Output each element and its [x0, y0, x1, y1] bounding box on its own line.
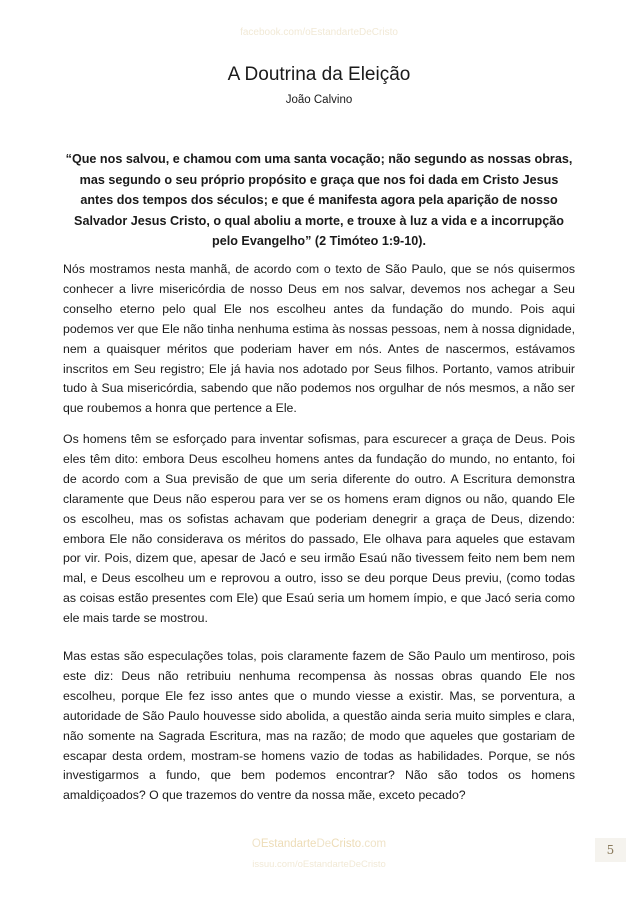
paragraph-text: Nós mostramos nesta manhã, de acordo com o texto de São Paulo, que se nós quisermos conhecer a livre misericórdia de nosso Deus em nos salvar, devemos nos achegar a Seu conselho eterno pelo qual Ele nos escolheu antes da fundação do mundo. Pois aqui podemos ver que Ele não tinha nenhuma estima às nossas pessoas, nem à nossa dignidade, nem a quaisquer méritos que poderiam haver em nós. Antes de nascermos, estávamos inscritos em Seu registro; Ele já havia nos adotado por Seus filhos. Portanto, vamos atribuir tudo à Sua misericórdia, sabendo que não podemos nos orgulhar de nós mesmos, a não ser que roubemos a honra que pertence a Ele. — [63, 262, 575, 416]
watermark-site — [0, 838, 638, 850]
watermark-part: .com — [361, 838, 387, 850]
watermark-part: O — [251, 838, 261, 850]
page-number: 5 — [595, 838, 626, 862]
watermark-facebook: facebook.com/oEstandarteDeCristo — [240, 27, 398, 38]
paragraph-text: Os homens têm se esforçado para inventar sofismas, para escurecer a graça de Deus. Pois eles têm dito: embora Deus escolheu homens antes da fundação do mundo, no entanto, foi de acordo com a Sua previsão de que um seria diferente do outro. A Escritura demonstra claramente que Deus não esperou para ver se os homens eram dignos ou não, quando Ele os escolheu, mas os sofistas achavam que poderiam denegrir a graça de Deus, dizendo: embora Ele não considerava os méritos do passado, Ele olhava para aqueles que estavam por vir. Pois, dizem que, apesar de Jacó e seu irmão Esaú não tivessem feito nem bem nem mal, e Deus escolheu um e reprovou a outro, isso se deu porque Deus previu, (como todas as coisas estão presentes com Ele) que Esaú seria um homem ímpio, e que Jacó seria como ele mais tarde se mostrou. — [63, 432, 575, 626]
watermark-part: Cristo — [331, 838, 362, 850]
body-paragraph-2 — [63, 430, 575, 629]
watermark-part: De — [316, 838, 332, 850]
author-name: João Calvino — [285, 94, 353, 106]
body-paragraph-3 — [63, 647, 575, 806]
paragraph-text: Mas estas são especulações tolas, pois claramente fazem de São Paulo um mentiroso, pois este diz: Deus não retribuiu nenhuma recompensa às nossas obras quando Ele nos escolheu, porque Ele fez isso antes que o mundo viesse a existir. Mas, se porventura, a autoridade de São Paulo houvesse sido abolida, a questão ainda seria muito simples e clara, não somente na Sagrada Escritura, mas na razão; de modo que aqueles que gostariam de escapar desta ordem, mostram-se homens vazio de todas as habilidades. Porque, se nós investigarmos a fundo, que bem podemos encontrar? Não são todos os homens amaldiçoados? O que trazemos do ventre da nossa mãe, exceto pecado? — [63, 649, 575, 803]
watermark-part: Estandarte — [260, 838, 317, 850]
epigraph-quote: “Que nos salvou, e chamou com uma santa vocação; não segundo as nossas obras, mas segundo o seu próprio propósito e graça que nos foi dada em Cristo Jesus antes dos tempos dos séculos; e que é manifesta agora pela aparição de nosso Salvador Jesus Cristo, o qual aboliu a morte, e trouxe à luz a vida e a incorrupção pelo Evangelho” (2 Timóteo 1:9-10). — [65, 152, 573, 248]
watermark-issuu: issuu.com/oEstandarteDeCristo — [252, 859, 386, 870]
page-title: A Doutrina da Eleição — [227, 64, 411, 85]
body-paragraph-1 — [63, 260, 575, 419]
